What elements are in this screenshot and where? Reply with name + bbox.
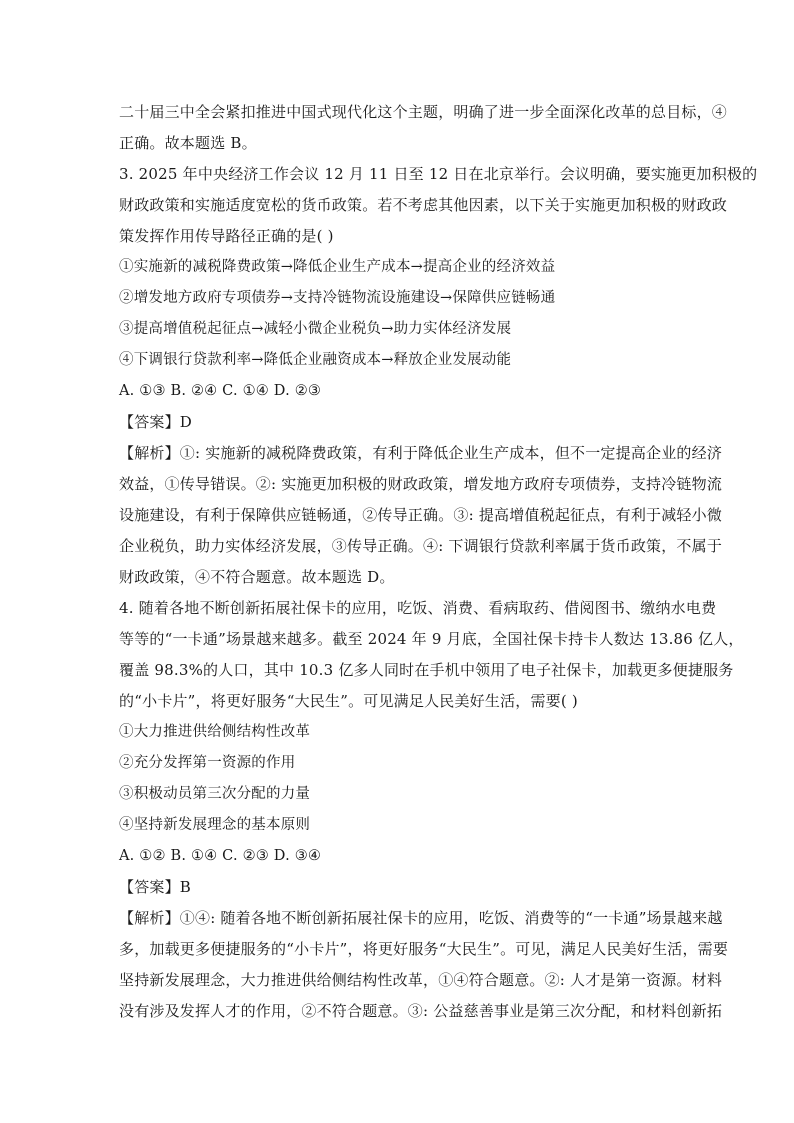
- q4-answer: 【答案】B: [119, 878, 192, 896]
- q4-stem-line-4: 的“小卡片”，将更好服务“大民生”。可见满足人民美好生活，需要( ): [119, 692, 578, 710]
- q4-option-1: ①大力推进供给侧结构性改革: [119, 724, 311, 740]
- q4-option-3: ③积极动员第三次分配的力量: [119, 786, 311, 802]
- q3-analysis-line-4: 企业税负，助力实体经济发展，③传导正确。④: 下调银行贷款利率属于货币政策，不属于: [119, 537, 723, 555]
- q4-analysis-line-1: 【解析】①④: 随着各地不断创新拓展社保卡的应用，吃饭、消费等的“一卡通”场景越来越: [119, 909, 723, 927]
- question-3: [119, 159, 758, 593]
- q3-option-4: ④下调银行贷款利率→降低企业融资成本→释放企业发展动能: [119, 352, 512, 368]
- intro-line-1: 二十届三中全会紧扣推进中国式现代化这个主题，明确了进一步全面深化改革的总目标，④: [119, 103, 728, 121]
- q3-stem-line-2: 财政政策和实施适度宽松的货币政策。若不考虑其他因素，以下关于实施更加积极的财政政: [119, 196, 728, 214]
- intro-line-2: 正确。故本题选 B。: [119, 134, 257, 152]
- q3-analysis-line-2: 效益，①传导错误。②: 实施更加积极的财政政策，增发地方政府专项债券，支持冷链物流: [119, 475, 723, 493]
- document-page: [119, 97, 758, 1027]
- q3-stem-line-1: 3. 2025 年中央经济工作会议 12 月 11 日至 12 日在北京举行。会议明确，要实施更加积极的: [119, 165, 758, 183]
- q3-option-1: ①实施新的减税降费政策→降低企业生产成本→提高企业的经济效益: [119, 259, 556, 275]
- q4-choices: A. ①② B. ①④ C. ②③ D. ③④: [119, 848, 322, 864]
- q3-option-3: ③提高增值税起征点→减轻小微企业税负→助力实体经济发展: [119, 321, 512, 337]
- q3-answer: 【答案】D: [119, 413, 193, 431]
- q3-option-2: ②增发地方政府专项债券→支持冷链物流设施建设→保障供应链畅通: [119, 290, 556, 306]
- q3-analysis-line-1: 【解析】①: 实施新的减税降费政策，有利于降低企业生产成本，但不一定提高企业的经济: [119, 444, 723, 462]
- q3-choices: A. ①③ B. ②④ C. ①④ D. ②③: [119, 383, 322, 399]
- q4-stem-line-1: 4. 随着各地不断创新拓展社保卡的应用，吃饭、消费、看病取药、借阅图书、缴纳水电费: [119, 599, 717, 617]
- q4-option-4: ④坚持新发展理念的基本原则: [119, 817, 311, 833]
- q4-analysis-line-3: 坚持新发展理念，大力推进供给侧结构性改革，①④符合题意。②: 人才是第一资源。材料: [119, 971, 723, 989]
- q4-stem-line-2: 等等的“一卡通”场景越来越多。截至 2024 年 9 月底，全国社保卡持卡人数达 13.86 亿人，: [119, 630, 744, 648]
- q4-analysis-line-2: 多，加载更多便捷服务的“小卡片”，将更好服务“大民生”。可见，满足人民美好生活，需要: [119, 940, 729, 958]
- q4-analysis-line-4: 没有涉及发挥人才的作用，②不符合题意。③: 公益慈善事业是第三次分配，和材料创新拓: [119, 1002, 723, 1020]
- q4-option-2: ②充分发挥第一资源的作用: [119, 755, 296, 771]
- question-4: [119, 593, 744, 1027]
- q3-analysis-line-5: 财政政策，④不符合题意。故本题选 D。: [119, 568, 395, 586]
- q4-stem-line-3: 覆盖 98.3%的人口，其中 10.3 亿多人同时在手机中领用了电子社保卡，加载更多便捷服务: [119, 661, 734, 679]
- q3-stem-line-3: 策发挥作用传导路径正确的是( ): [119, 227, 334, 245]
- q3-analysis-line-3: 设施建设，有利于保障供应链畅通，②传导正确。③: 提高增值税起征点，有利于减轻小微: [119, 506, 723, 524]
